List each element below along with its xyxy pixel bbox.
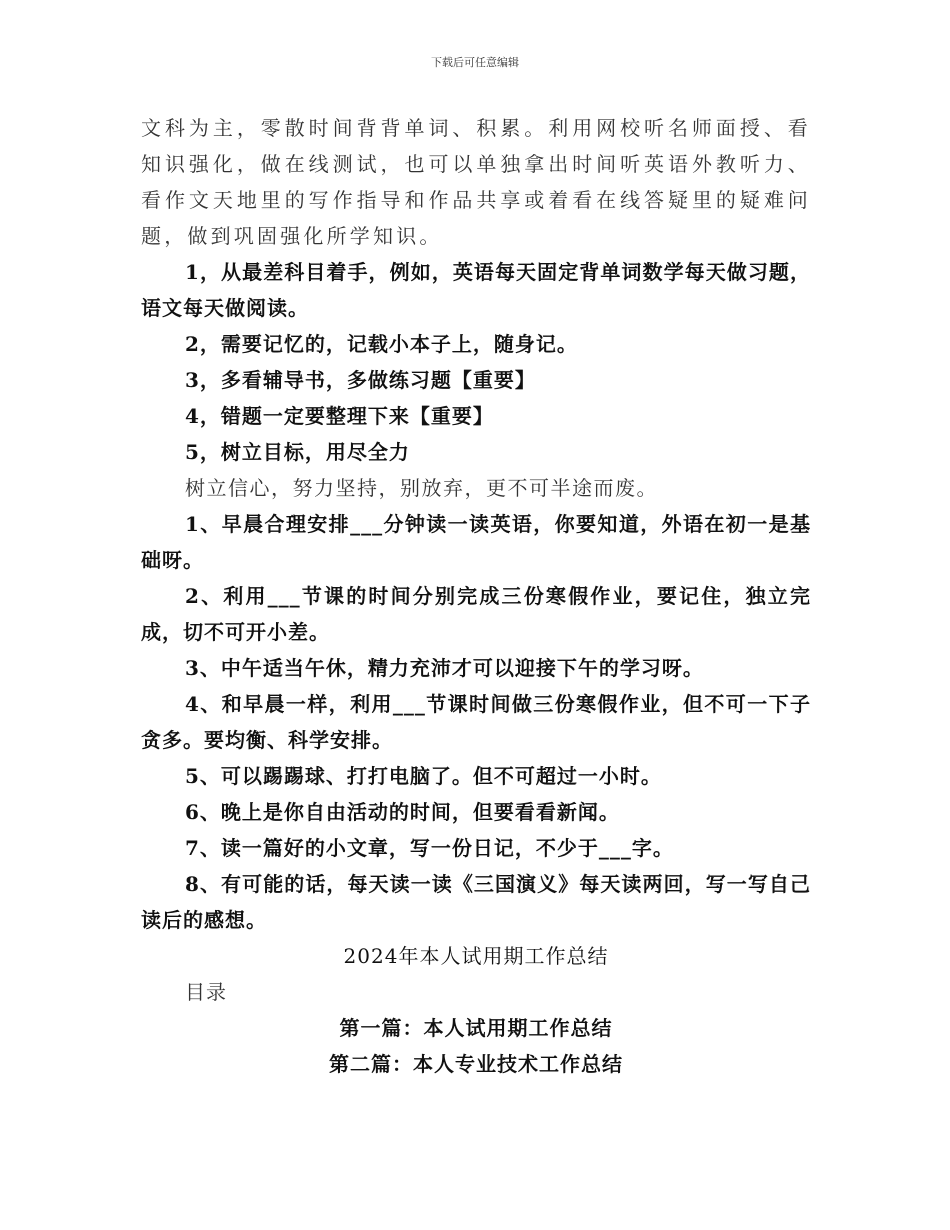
toc-heading: 目录 xyxy=(185,980,227,1004)
motto-line: 树立信心，努力坚持，别放弃，更不可半途而废。 xyxy=(185,476,658,500)
tip-item: 3，多看辅导书，多做练习题【重要】 xyxy=(185,368,536,392)
tip-item: 2，需要记忆的，记载小本子上，随身记。 xyxy=(185,332,578,356)
schedule-item: 5、可以踢踢球、打打电脑了。但不可超过一小时。 xyxy=(185,764,662,788)
document-body xyxy=(141,110,811,1082)
tip-item: 4，错题一定要整理下来【重要】 xyxy=(185,404,494,428)
schedule-item: 7、读一篇好的小文章，写一份日记，不少于___字。 xyxy=(185,836,674,860)
schedule-item: 4、和早晨一样，利用___节课时间做三份寒假作业，但不可一下子贪多。要均衡、科学安排。 xyxy=(141,692,811,752)
toc-item: 第一篇：本人试用期工作总结 xyxy=(339,1016,613,1040)
schedule-item: 1、早晨合理安排___分钟读一读英语，你要知道，外语在初一是基础呀。 xyxy=(141,512,811,572)
document-title: 2024年本人试用期工作总结 xyxy=(343,944,609,968)
schedule-item: 6、晚上是你自由活动的时间，但要看看新闻。 xyxy=(185,800,620,824)
page-header: 下载后可任意编辑 xyxy=(431,56,519,69)
schedule-item: 3、中午适当午休，精力充沛才可以迎接下午的学习呀。 xyxy=(185,656,704,680)
intro-paragraph: 文科为主，零散时间背背单词、积累。利用网校听名师面授、看知识强化，做在线测试，也可以单独拿出时间听英语外教听力、看作文天地里的写作指导和作品共享或着看在线答疑里的疑难问题，做到巩固强化所学知识。 xyxy=(141,116,811,248)
schedule-item: 2、利用___节课的时间分别完成三份寒假作业，要记住，独立完成，切不可开小差。 xyxy=(141,584,811,644)
toc-item: 第二篇：本人专业技术工作总结 xyxy=(329,1052,623,1076)
tip-item: 5，树立目标，用尽全力 xyxy=(185,440,410,464)
schedule-item: 8、有可能的话，每天读一读《三国演义》每天读两回，写一写自己读后的感想。 xyxy=(141,872,811,932)
tip-item: 1，从最差科目着手，例如，英语每天固定背单词数学每天做习题，语文每天做阅读。 xyxy=(141,260,811,320)
